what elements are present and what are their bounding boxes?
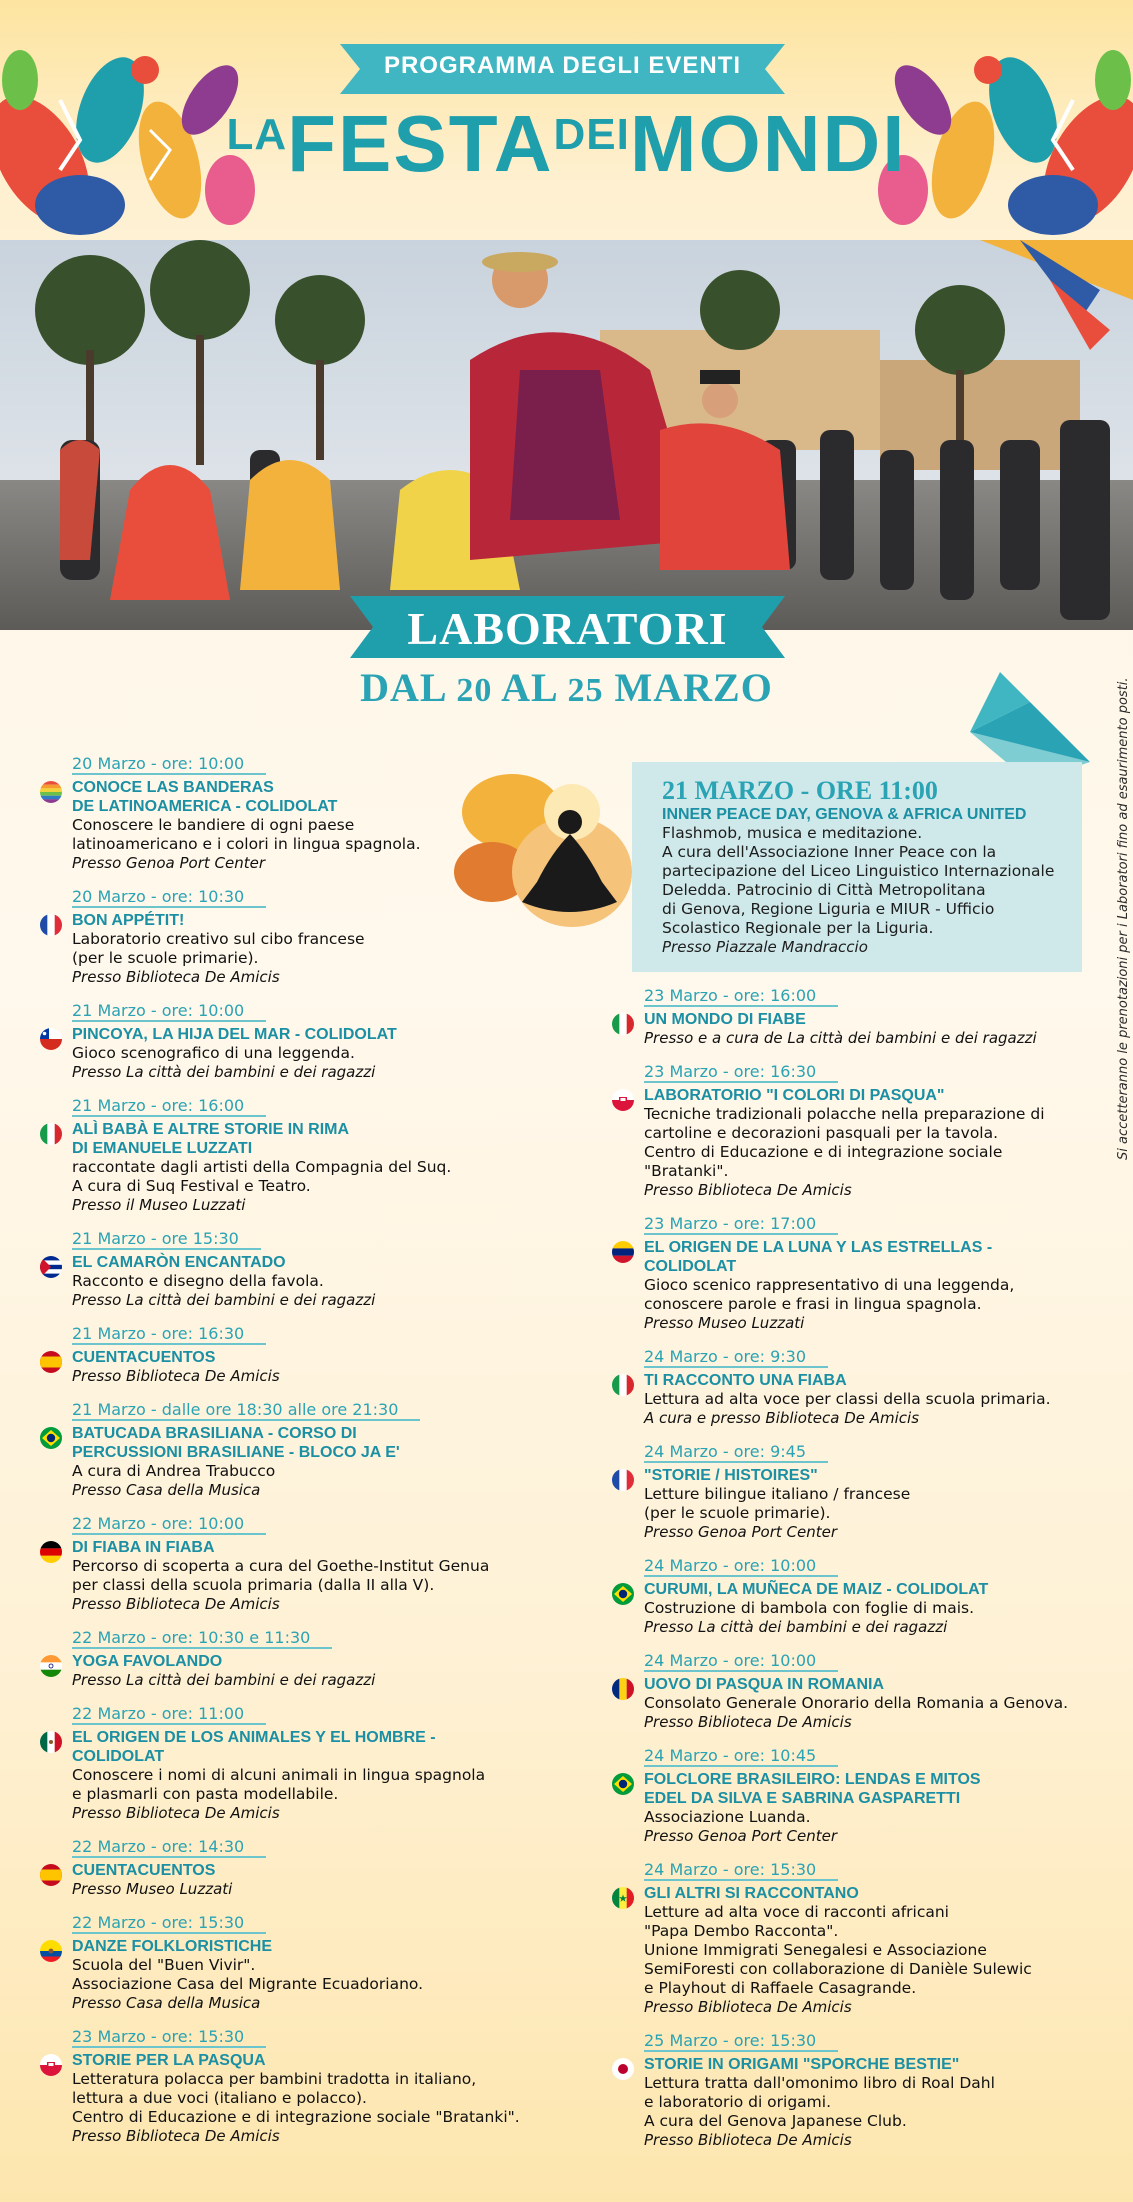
event-description: Scuola del "Buen Vivir". Associazione Casa del Migrante Ecuadoriano.	[72, 1956, 424, 1993]
event-title: "STORIE / HISTOIRES"	[644, 1467, 818, 1484]
event-date: 20 Marzo - ore: 10:30	[72, 887, 266, 908]
event-item	[610, 1442, 1100, 1542]
senegal-flag-icon	[612, 1887, 634, 1909]
event-location: Presso Biblioteca De Amicis	[644, 2131, 852, 2149]
event-location: Presso Casa della Musica	[72, 1481, 261, 1499]
event-date: 22 Marzo - ore: 10:00	[72, 1514, 266, 1535]
event-title: BON APPÉTIT!	[72, 912, 185, 929]
event-description: Letture ad alta voce di racconti africani "Papa Dembo Racconta". Unione Immigrati Senegalesi e Associazione SemiForesti con collaborazione di Danièle Sulewic e Playhout di Raffaele Casagrande.	[644, 1903, 1032, 1997]
event-date: 24 Marzo - ore: 15:30	[644, 1860, 838, 1881]
event-date: 23 Marzo - ore: 16:30	[644, 1062, 838, 1083]
event-title: LABORATORIO "I COLORI DI PASQUA"	[644, 1087, 945, 1104]
date-to: 25	[567, 672, 604, 709]
event-date: 24 Marzo - ore: 10:00	[644, 1651, 838, 1672]
event-item	[610, 1651, 1100, 1732]
event-location: Presso Biblioteca De Amicis	[72, 1595, 280, 1613]
event-item	[610, 1347, 1100, 1428]
event-date: 24 Marzo - ore: 10:45	[644, 1746, 838, 1767]
event-description: Tecniche tradizionali polacche nella preparazione di cartoline e decorazioni pasquali per la tavola. Centro di Educazione e di integrazione sociale "Bratanki".	[644, 1105, 1045, 1180]
event-description: Lettura tratta dall'omonimo libro di Roal Dahl e laboratorio di origami. A cura del Genova Japanese Club.	[644, 2074, 995, 2130]
event-title: UN MONDO DI FIABE	[644, 1011, 806, 1028]
event-item	[38, 1324, 558, 1386]
event-location: Presso Biblioteca De Amicis	[72, 1804, 280, 1822]
event-date: 20 Marzo - ore: 10:00	[72, 754, 266, 775]
event-item	[610, 2031, 1100, 2150]
event-date: 24 Marzo - ore: 9:30	[644, 1347, 828, 1368]
header	[0, 0, 1133, 240]
feature-title: INNER PEACE DAY, GENOVA & AFRICA UNITED	[662, 806, 1027, 823]
dates-middle: AL	[501, 665, 557, 710]
event-date: 21 Marzo - ore: 16:30	[72, 1324, 266, 1345]
event-title: DI FIABA IN FIABA	[72, 1539, 215, 1556]
event-description: Gioco scenico rappresentativo di una leggenda, conoscere parole e frasi in lingua spagnola.	[644, 1276, 1015, 1313]
event-description: Racconto e disegno della favola.	[72, 1272, 324, 1290]
feature-date: 21 MARZO - ORE 11:00	[662, 776, 938, 805]
event-description: Gioco scenografico di una leggenda.	[72, 1044, 355, 1062]
event-location: Presso Museo Luzzati	[72, 1880, 233, 1898]
italy-flag-icon	[612, 1374, 634, 1396]
italy-flag-icon	[612, 1013, 634, 1035]
mexico-flag-icon	[40, 1731, 62, 1753]
event-item	[38, 1001, 558, 1082]
event-location: Presso La città dei bambini e dei ragazzi	[72, 1291, 376, 1309]
event-description: Percorso di scoperta a cura del Goethe-Institut Genua per classi della scuola primaria (dalla II alla V).	[72, 1557, 490, 1594]
brazil-flag-icon	[612, 1773, 634, 1795]
feature-box	[632, 762, 1082, 972]
date-from: 20	[456, 672, 493, 709]
event-location: Presso La città dei bambini e dei ragazzi	[72, 1671, 376, 1689]
festival-photo-image	[0, 240, 1133, 630]
event-date: 22 Marzo - ore: 10:30 e 11:30	[72, 1628, 332, 1649]
event-description: Consolato Generale Onorario della Romania a Genova.	[644, 1694, 1068, 1712]
title-dei: DEI	[553, 110, 630, 159]
event-item	[38, 1704, 558, 1823]
event-date: 21 Marzo - ore: 16:00	[72, 1096, 266, 1117]
event-title: STORIE IN ORIGAMI "SPORCHE BESTIE"	[644, 2056, 960, 2073]
event-description: Costruzione di bambola con foglie di mais.	[644, 1599, 975, 1617]
event-title: PINCOYA, LA HIJA DEL MAR - COLIDOLAT	[72, 1026, 397, 1043]
event-item	[610, 1214, 1100, 1333]
side-note-text: Si accetteranno le prenotazioni per i Laboratori fino ad esaurimento posti.	[1116, 677, 1131, 1160]
event-item	[38, 887, 558, 987]
event-item	[38, 1096, 558, 1215]
event-title: BATUCADA BRASILIANA - CORSO DI PERCUSSIONI BRASILIANE - BLOCO JA E'	[72, 1425, 400, 1461]
event-date: 21 Marzo - ore 15:30	[72, 1229, 261, 1250]
event-title: CURUMI, LA MUÑECA DE MAIZ - COLIDOLAT	[644, 1581, 989, 1598]
event-title: GLI ALTRI SI RACCONTANO	[644, 1885, 859, 1902]
event-location: Presso Biblioteca De Amicis	[644, 1998, 852, 2016]
france-flag-icon	[612, 1469, 634, 1491]
ecuador-flag-icon	[40, 1940, 62, 1962]
france-flag-icon	[40, 914, 62, 936]
dates-prefix: DAL	[360, 665, 446, 710]
venezuela-flag-icon	[612, 1241, 634, 1263]
feature-description: Flashmob, musica e meditazione. A cura dell'Associazione Inner Peace con la partecipazione del Liceo Linguistico Internazionale Deledda. Patrocinio di Città Metropolitana di Genova, Regione Liguria e MIUR - Ufficio Scolastico Regionale per la Liguria.	[662, 824, 1055, 937]
event-date: 22 Marzo - ore: 11:00	[72, 1704, 266, 1725]
title-festa: FESTA	[287, 99, 554, 188]
poland-flag-icon	[40, 2054, 62, 2076]
spain-flag-icon	[40, 1351, 62, 1373]
brazil-flag-icon	[40, 1427, 62, 1449]
event-date: 24 Marzo - ore: 10:00	[644, 1556, 838, 1577]
event-date: 24 Marzo - ore: 9:45	[644, 1442, 828, 1463]
feature-location: Presso Piazzale Mandraccio	[662, 938, 868, 956]
event-date: 23 Marzo - ore: 17:00	[644, 1214, 838, 1235]
title-mondi: MONDI	[629, 99, 907, 188]
event-title: EL ORIGEN DE LA LUNA Y LAS ESTRELLAS - COLIDOLAT	[644, 1239, 993, 1275]
event-date: 25 Marzo - ore: 15:30	[644, 2031, 838, 2052]
title-la: LA	[226, 110, 288, 159]
event-title: UOVO DI PASQUA IN ROMANIA	[644, 1676, 885, 1693]
section-title: LABORATORI	[407, 603, 728, 654]
event-description: Laboratorio creativo sul cibo francese (per le scuole primarie).	[72, 930, 365, 967]
event-title: CONOCE LAS BANDERAS DE LATINOAMERICA - COLIDOLAT	[72, 779, 338, 815]
rainbow-flag-icon	[40, 781, 62, 803]
event-description: A cura di Andrea Trabucco	[72, 1462, 276, 1480]
event-title: EL ORIGEN DE LOS ANIMALES Y EL HOMBRE - COLIDOLAT	[72, 1729, 436, 1765]
dates-month: MARZO	[614, 665, 773, 710]
event-date: 23 Marzo - ore: 16:00	[644, 986, 838, 1007]
event-description: Letture bilingue italiano / francese (per le scuole primarie).	[644, 1485, 911, 1522]
event-item	[610, 1860, 1100, 2017]
events-left-column	[38, 754, 558, 2160]
event-title: YOGA FAVOLANDO	[72, 1653, 223, 1670]
event-location: Presso Museo Luzzati	[644, 1314, 805, 1332]
event-title: TI RACCONTO UNA FIABA	[644, 1372, 847, 1389]
event-title: EL CAMARÒN ENCANTADO	[72, 1254, 286, 1271]
event-item	[610, 1062, 1100, 1200]
event-location: Presso Genoa Port Center	[644, 1523, 838, 1541]
event-description: Associazione Luanda.	[644, 1808, 811, 1826]
germany-flag-icon	[40, 1541, 62, 1563]
event-location: Presso Biblioteca De Amicis	[72, 2127, 280, 2145]
poland-flag-icon	[612, 1089, 634, 1111]
event-item	[610, 1746, 1100, 1846]
event-description: Conoscere i nomi di alcuni animali in lingua spagnola e plasmarli con pasta modellabile.	[72, 1766, 486, 1803]
event-location: Presso Genoa Port Center	[72, 854, 266, 872]
event-title: DANZE FOLKLORISTICHE	[72, 1938, 272, 1955]
event-item	[38, 754, 558, 873]
event-date: 23 Marzo - ore: 15:30	[72, 2027, 266, 2048]
event-description: Letteratura polacca per bambini tradotta in italiano, lettura a due voci (italiano e polacco). Centro di Educazione e di integrazione sociale "Bratanki".	[72, 2070, 520, 2126]
india-flag-icon	[40, 1655, 62, 1677]
event-location: Presso Genoa Port Center	[644, 1827, 838, 1845]
event-title: CUENTACUENTOS	[72, 1349, 216, 1366]
main-title	[0, 99, 1133, 188]
event-location: Presso e a cura de La città dei bambini e dei ragazzi	[644, 1029, 1037, 1047]
brazil-flag-icon	[612, 1583, 634, 1605]
italy-flag-icon	[40, 1123, 62, 1145]
event-date: 22 Marzo - ore: 15:30	[72, 1913, 266, 1934]
event-description: Lettura ad alta voce per classi della scuola primaria.	[644, 1390, 1051, 1408]
festival-photo	[0, 240, 1133, 630]
event-title: CUENTACUENTOS	[72, 1862, 216, 1879]
event-item	[38, 1514, 558, 1614]
event-location: Presso La città dei bambini e dei ragazzi	[644, 1618, 948, 1636]
event-location: Presso Casa della Musica	[72, 1994, 261, 2012]
event-location: Presso Biblioteca De Amicis	[644, 1181, 852, 1199]
event-item	[38, 1837, 558, 1899]
event-description: Conoscere le bandiere di ogni paese latinoamericano e i colori in lingua spagnola.	[72, 816, 421, 853]
event-location: Presso il Museo Luzzati	[72, 1196, 246, 1214]
event-item	[610, 1556, 1100, 1637]
event-item	[38, 2027, 558, 2146]
ribbon-label: PROGRAMMA DEGLI EVENTI	[383, 52, 742, 79]
event-location: Presso Biblioteca De Amicis	[644, 1713, 852, 1731]
event-item	[38, 1913, 558, 2013]
event-location: A cura e presso Biblioteca De Amicis	[644, 1409, 920, 1427]
event-date: 21 Marzo - ore: 10:00	[72, 1001, 266, 1022]
event-item	[38, 1229, 558, 1310]
romania-flag-icon	[612, 1678, 634, 1700]
event-location: Presso Biblioteca De Amicis	[72, 968, 280, 986]
events-right-column	[610, 986, 1100, 2164]
event-date: 22 Marzo - ore: 14:30	[72, 1837, 266, 1858]
event-location: Presso Biblioteca De Amicis	[72, 1367, 280, 1385]
event-title: FOLCLORE BRASILEIRO: LENDAS E MITOS EDEL DA SILVA E SABRINA GASPARETTI	[644, 1771, 981, 1807]
event-title: STORIE PER LA PASQUA	[72, 2052, 266, 2069]
event-item	[38, 1400, 558, 1500]
event-date: 21 Marzo - dalle ore 18:30 alle ore 21:30	[72, 1400, 420, 1421]
japan-flag-icon	[612, 2058, 634, 2080]
event-title: ALÌ BABÀ E ALTRE STORIE IN RIMA DI EMANUELE LUZZATI	[72, 1121, 350, 1157]
cuba-flag-icon	[40, 1256, 62, 1278]
event-item	[38, 1628, 558, 1690]
chile-flag-icon	[40, 1028, 62, 1050]
event-location: Presso La città dei bambini e dei ragazzi	[72, 1063, 376, 1081]
event-item	[610, 986, 1100, 1048]
event-description: raccontate dagli artisti della Compagnia del Suq. A cura di Suq Festival e Teatro.	[72, 1158, 452, 1195]
spain-flag-icon	[40, 1864, 62, 1886]
